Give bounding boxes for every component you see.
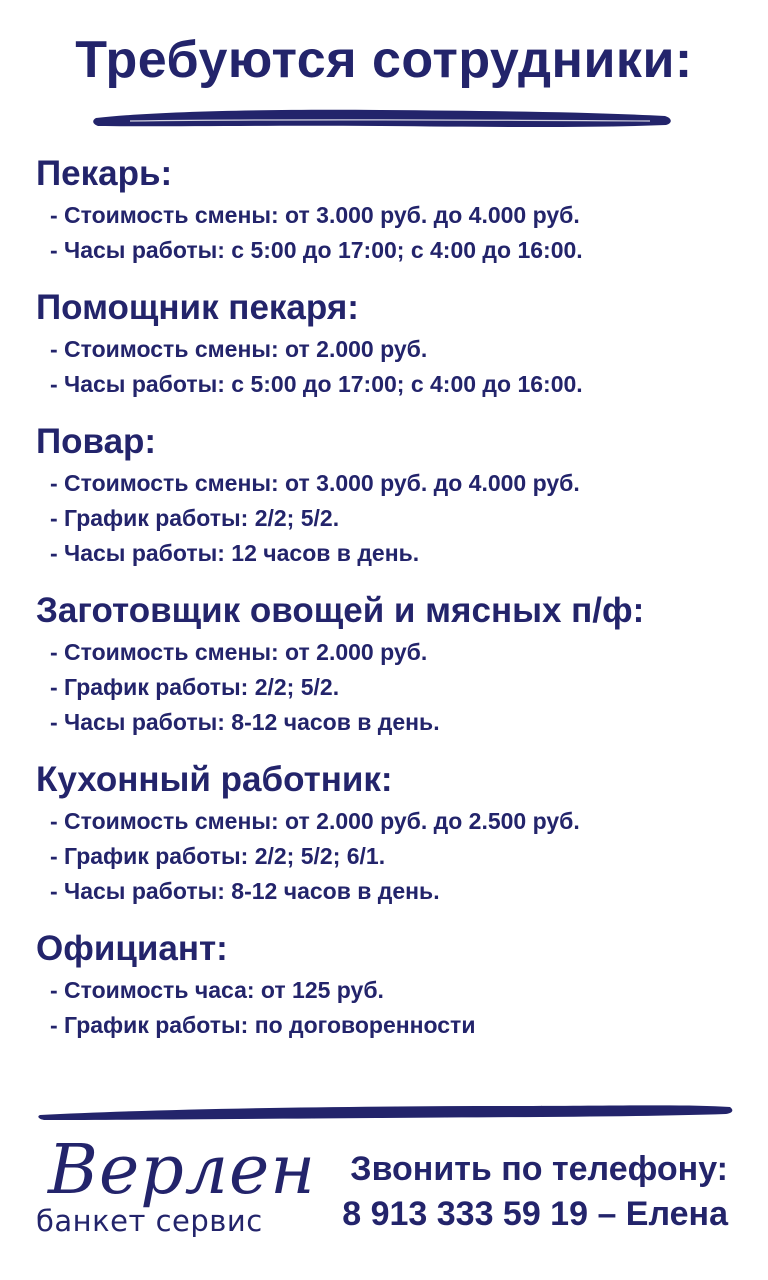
contact-phone[interactable]: 8 913 333 59 19 – Елена — [342, 1195, 728, 1233]
job-detail: - Стоимость смены: от 3.000 руб. до 4.000 руб. — [50, 202, 580, 228]
job-list — [36, 150, 756, 1059]
job-block-waiter — [36, 925, 756, 1043]
company-logo — [36, 1131, 317, 1250]
job-title: Повар: — [36, 422, 157, 461]
brush-stroke-divider-bottom — [36, 1098, 734, 1124]
job-detail: - График работы: 2/2; 5/2; 6/1. — [50, 843, 386, 869]
job-detail: - График работы: 2/2; 5/2. — [50, 674, 340, 700]
job-title: Помощник пекаря: — [36, 288, 359, 327]
job-detail: - Часы работы: с 5:00 до 17:00; с 4:00 до 16:00. — [50, 371, 583, 397]
job-block-baker-assistant — [36, 284, 756, 402]
job-detail: - Часы работы: с 5:00 до 17:00; с 4:00 до 16:00. — [50, 237, 583, 263]
logo-script-text: Верлен — [48, 1131, 317, 1210]
job-detail: - Стоимость смены: от 2.000 руб. — [50, 336, 428, 362]
job-detail: - Часы работы: 12 часов в день. — [50, 540, 420, 566]
job-title: Заготовщик овощей и мясных п/ф: — [36, 591, 645, 630]
job-detail: - Стоимость часа: от 125 руб. — [50, 977, 384, 1003]
page-title: Требуются сотрудники: — [75, 31, 693, 89]
job-detail: - Часы работы: 8-12 часов в день. — [50, 878, 440, 904]
job-detail: - Стоимость смены: от 2.000 руб. — [50, 639, 428, 665]
job-block-prep-cook — [36, 587, 756, 740]
job-block-kitchen-worker — [36, 756, 756, 909]
job-detail: - График работы: 2/2; 5/2. — [50, 505, 340, 531]
logo-subtitle: банкет сервис — [36, 1204, 263, 1238]
job-title: Кухонный работник: — [36, 760, 393, 799]
job-block-cook — [36, 418, 756, 571]
job-block-baker — [36, 150, 756, 268]
brush-stroke-divider-top — [90, 100, 675, 134]
job-title: Пекарь: — [36, 154, 173, 193]
job-title: Официант: — [36, 929, 228, 968]
job-detail: - Часы работы: 8-12 часов в день. — [50, 709, 440, 735]
contact-label: Звонить по телефону: — [350, 1150, 728, 1188]
contact-block — [342, 1148, 728, 1238]
job-detail: - График работы: по договоренности — [50, 1012, 476, 1038]
job-detail: - Стоимость смены: от 2.000 руб. до 2.500 руб. — [50, 808, 580, 834]
job-detail: - Стоимость смены: от 3.000 руб. до 4.000 руб. — [50, 470, 580, 496]
